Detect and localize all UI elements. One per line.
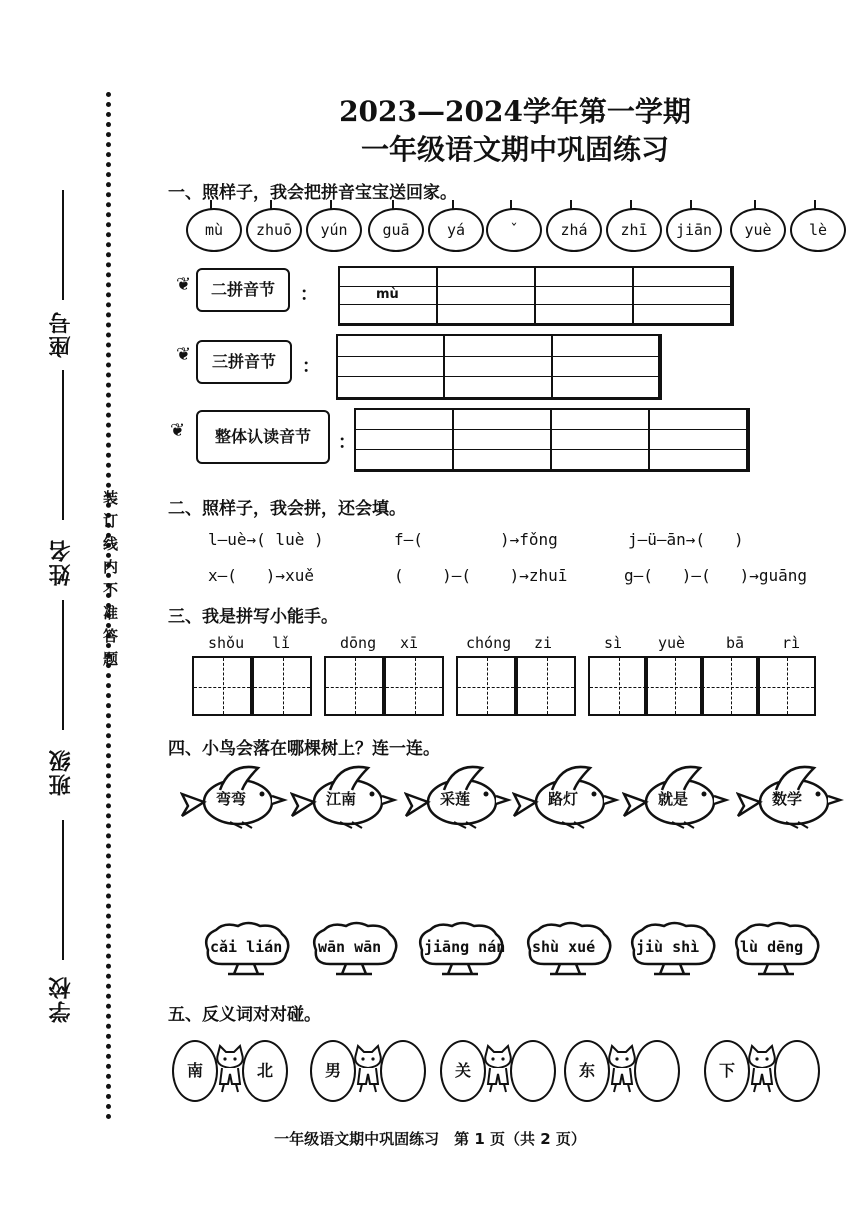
apple-syllable[interactable]: yuè bbox=[730, 208, 786, 252]
tree-pinyin[interactable]: lù dēng bbox=[740, 938, 804, 956]
apple-syllable[interactable]: yún bbox=[306, 208, 362, 252]
class-label: 班级 bbox=[49, 748, 74, 796]
bird-word[interactable]: 弯弯 bbox=[216, 790, 247, 808]
writing-grid-cell[interactable] bbox=[516, 656, 576, 716]
leaf-icon: ❦ bbox=[170, 420, 186, 441]
writing-grid-cell[interactable] bbox=[756, 656, 816, 716]
pinyin-label: yuè bbox=[658, 634, 686, 652]
school-line bbox=[62, 820, 64, 960]
antonym-right[interactable] bbox=[380, 1040, 426, 1102]
page-footer: 一年级语文期中巩固练习 第 1 页（共 2 页） bbox=[274, 1130, 586, 1148]
apple-syllable[interactable]: zhī bbox=[606, 208, 662, 252]
writing-grid-cell[interactable] bbox=[192, 656, 252, 716]
tree-pinyin[interactable]: shù xué bbox=[532, 938, 596, 956]
pinyin-question[interactable]: j—ü—ān→( ) bbox=[628, 530, 744, 549]
bird-word[interactable]: 数学 bbox=[772, 790, 803, 808]
leaf-icon: ❦ bbox=[176, 344, 192, 365]
pinyin-question[interactable]: f—( )→fǒng bbox=[394, 530, 558, 549]
seat-label: 座号 bbox=[49, 310, 74, 358]
apple-syllable[interactable]: lè bbox=[790, 208, 846, 252]
bird-word[interactable]: 就是 bbox=[658, 790, 689, 808]
example-syllable: mù bbox=[376, 286, 399, 302]
pinyin-question[interactable]: g—( )—( )→guāng bbox=[624, 566, 808, 585]
tree-pinyin[interactable]: jiāng nán bbox=[424, 938, 506, 956]
tree-pinyin[interactable]: jiù shì bbox=[636, 938, 700, 956]
apple-syllable[interactable]: zhuō bbox=[246, 208, 302, 252]
class-line bbox=[62, 600, 64, 730]
antonym-left: 男 bbox=[310, 1040, 356, 1102]
pinyin-label: shǒu bbox=[208, 634, 245, 652]
apple-syllable[interactable]: guā bbox=[368, 208, 424, 252]
label-whole-syllable: 整体认读音节 bbox=[196, 410, 330, 464]
bird-word[interactable]: 江南 bbox=[326, 790, 357, 808]
binding-warning: 装订线内不准答题 bbox=[101, 490, 119, 674]
page-title-line1: 2023—2024学年第一学期 bbox=[339, 95, 691, 128]
section5-heading: 五、反义词对对碰。 bbox=[168, 1005, 321, 1025]
pinyin-label: bā bbox=[726, 634, 745, 652]
pinyin-question[interactable]: ( )—( )→zhuī bbox=[394, 566, 568, 585]
colon: ： bbox=[338, 432, 356, 453]
apple-syllable[interactable]: yá bbox=[428, 208, 484, 252]
pinyin-label: zi bbox=[534, 634, 553, 652]
seat-line bbox=[62, 190, 64, 300]
tree-pinyin[interactable]: cǎi lián bbox=[210, 938, 283, 956]
grid-three-part[interactable] bbox=[336, 334, 662, 400]
apple-syllable[interactable]: ˇ bbox=[486, 208, 542, 252]
section2-heading: 二、照样子，我会拼，还会填。 bbox=[168, 499, 406, 519]
antonym-left: 下 bbox=[704, 1040, 750, 1102]
pinyin-label: chóng bbox=[466, 634, 512, 652]
writing-grid-cell[interactable] bbox=[700, 656, 760, 716]
pinyin-question[interactable]: x—( )→xuě bbox=[208, 566, 314, 585]
page-title-line2: 一年级语文期中巩固练习 bbox=[360, 133, 669, 166]
apple-syllable[interactable]: zhá bbox=[546, 208, 602, 252]
section3-heading: 三、我是拼写小能手。 bbox=[168, 607, 338, 627]
pinyin-label: sì bbox=[604, 634, 623, 652]
grid-whole-syllable[interactable] bbox=[354, 408, 750, 472]
antonym-right[interactable] bbox=[510, 1040, 556, 1102]
antonym-right[interactable] bbox=[774, 1040, 820, 1102]
writing-grid-cell[interactable] bbox=[456, 656, 516, 716]
grid-two-part[interactable] bbox=[338, 266, 734, 326]
antonym-left: 东 bbox=[564, 1040, 610, 1102]
writing-grid-cell[interactable] bbox=[644, 656, 704, 716]
antonym-right[interactable] bbox=[634, 1040, 680, 1102]
section1-heading: 一、照样子，我会把拼音宝宝送回家。 bbox=[168, 183, 457, 203]
colon: ： bbox=[300, 284, 318, 305]
pinyin-label: xī bbox=[400, 634, 419, 652]
label-three-part-syllable: 三拼音节 bbox=[196, 340, 292, 384]
pinyin-label: lǐ bbox=[272, 634, 291, 652]
leaf-icon: ❦ bbox=[176, 274, 192, 295]
antonym-left: 南 bbox=[172, 1040, 218, 1102]
apple-syllable[interactable]: mù bbox=[186, 208, 242, 252]
name-line bbox=[62, 370, 64, 520]
name-label: 姓名 bbox=[49, 538, 74, 586]
writing-grid-cell[interactable] bbox=[588, 656, 648, 716]
label-two-part-syllable: 二拼音节 bbox=[196, 268, 290, 312]
pinyin-label: rì bbox=[782, 634, 801, 652]
writing-grid-cell[interactable] bbox=[324, 656, 384, 716]
pinyin-label: dōng bbox=[340, 634, 377, 652]
tree-pinyin[interactable]: wān wān bbox=[318, 938, 382, 956]
pinyin-question[interactable]: l—uè→( luè ) bbox=[208, 530, 324, 549]
writing-grid-cell[interactable] bbox=[252, 656, 312, 716]
bird-word[interactable]: 采莲 bbox=[440, 790, 471, 808]
section4-heading: 四、小鸟会落在哪棵树上？连一连。 bbox=[168, 739, 440, 759]
antonym-left: 关 bbox=[440, 1040, 486, 1102]
apple-syllable[interactable]: jiān bbox=[666, 208, 722, 252]
school-label: 学校 bbox=[49, 975, 74, 1023]
bird-word[interactable]: 路灯 bbox=[548, 790, 579, 808]
writing-grid-cell[interactable] bbox=[384, 656, 444, 716]
antonym-right[interactable]: 北 bbox=[242, 1040, 288, 1102]
colon: ： bbox=[302, 356, 320, 377]
